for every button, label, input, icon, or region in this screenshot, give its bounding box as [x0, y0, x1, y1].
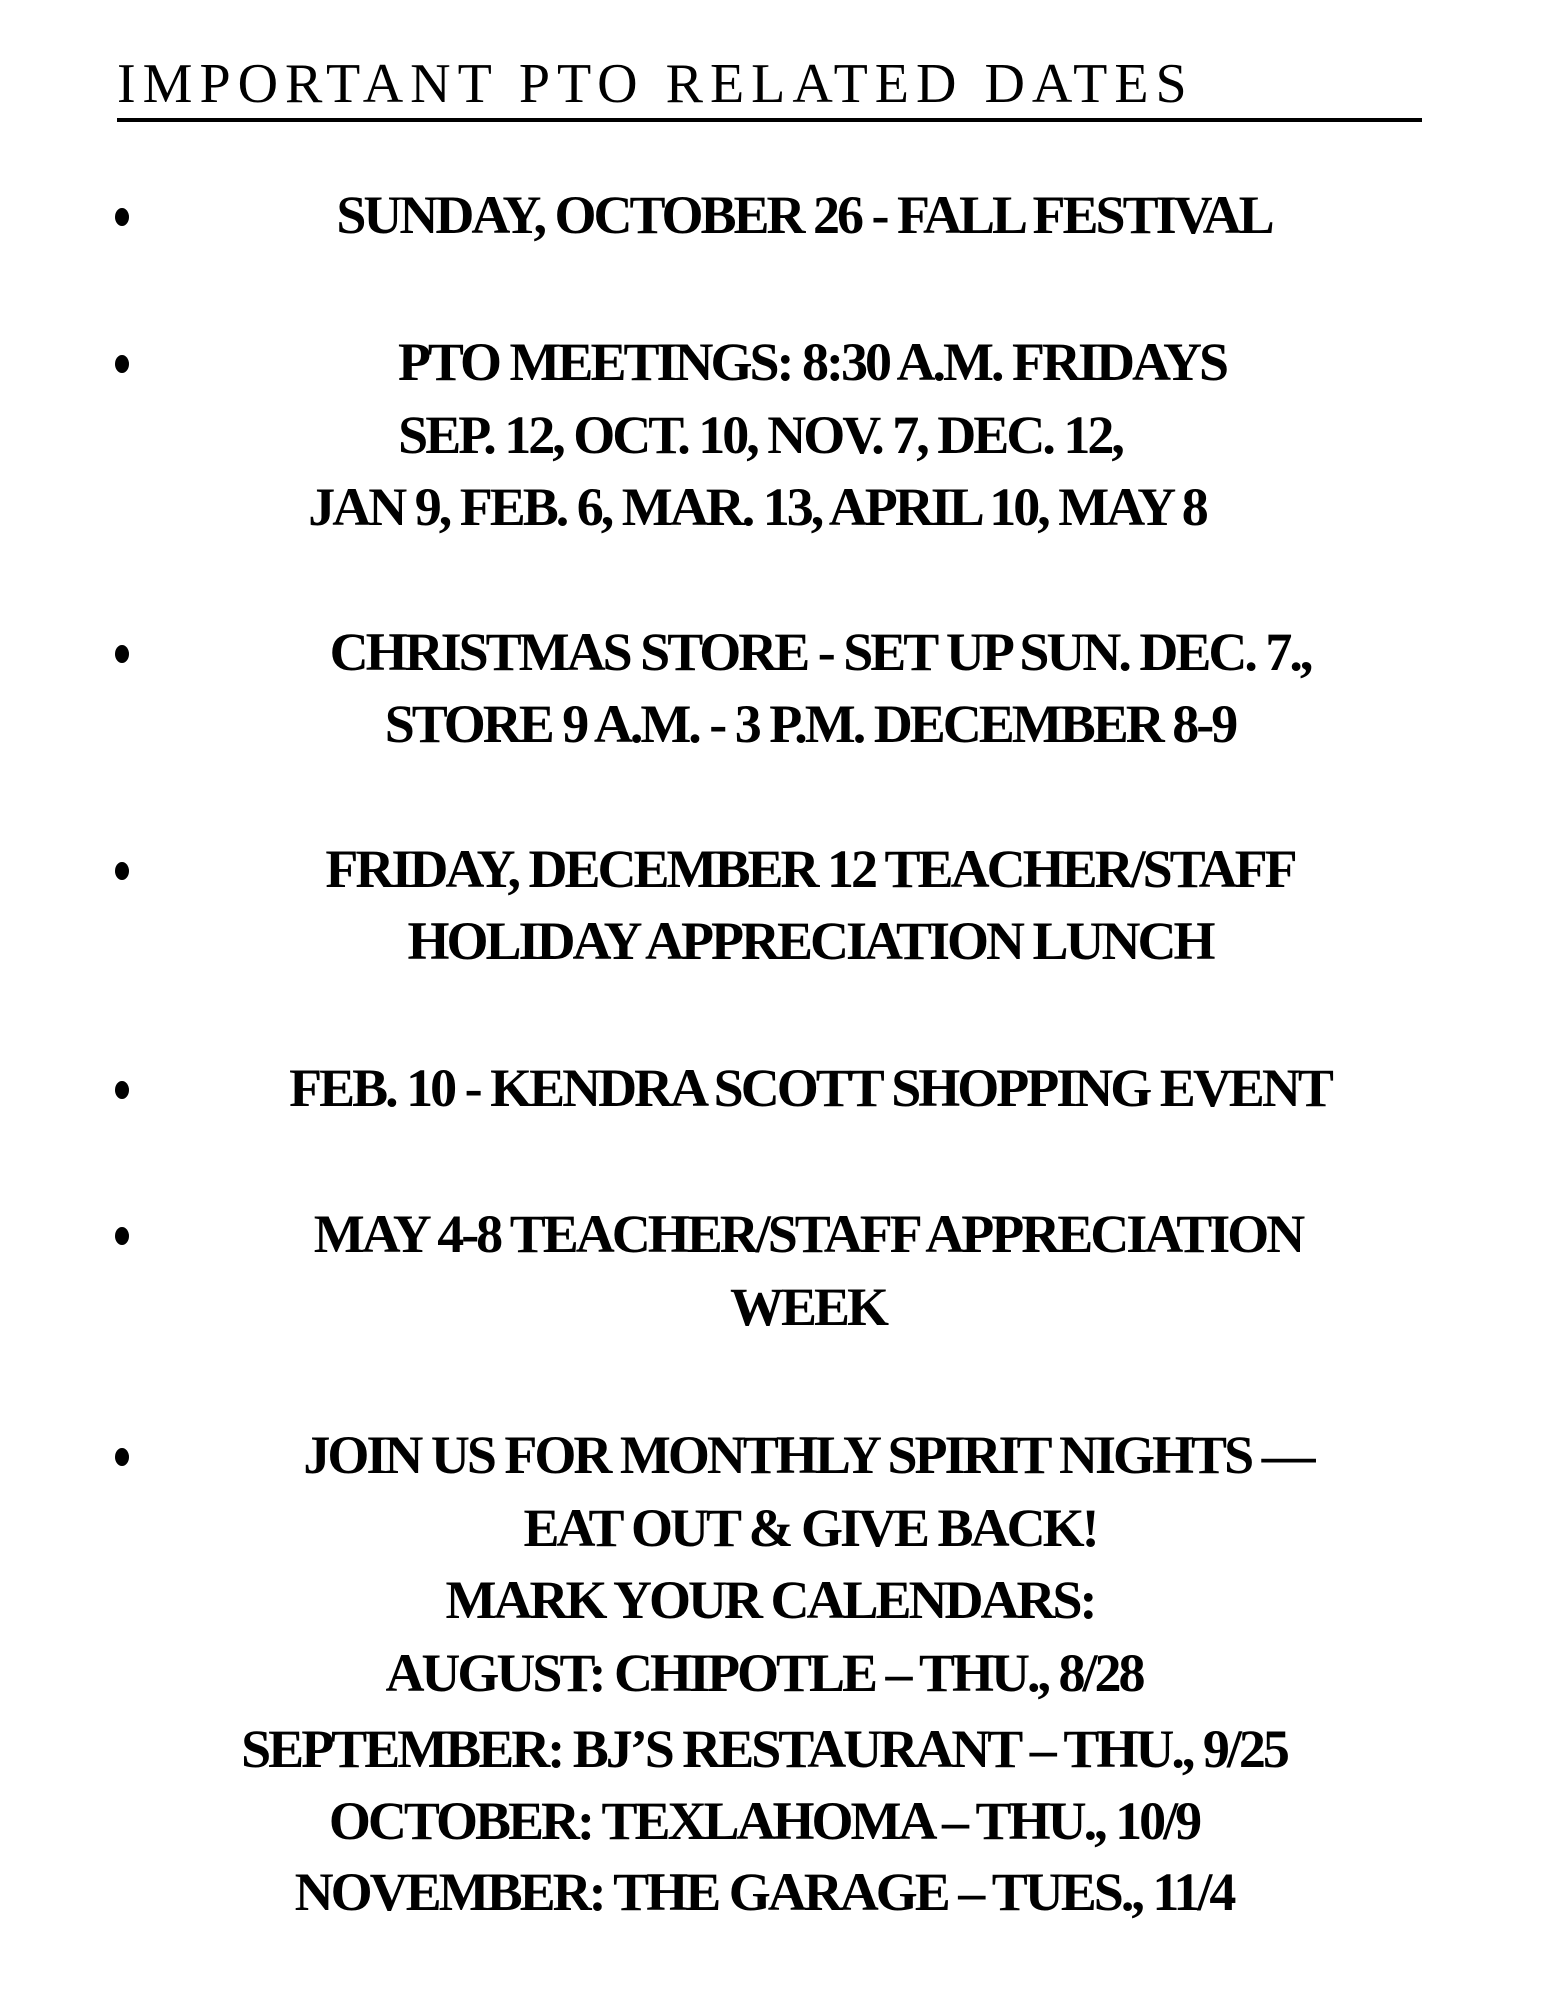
bullet-icon	[115, 645, 129, 663]
item-line: HOLIDAY APPRECIATION LUNCH	[407, 911, 1213, 971]
item-line: SUNDAY, OCTOBER 26 - FALL FESTIVAL	[336, 185, 1272, 245]
item-line: JOIN US FOR MONTHLY SPIRIT NIGHTS —	[303, 1425, 1313, 1485]
item-line: STORE 9 A.M. - 3 P.M. DECEMBER 8-9	[384, 694, 1236, 754]
item-line: FEB. 10 - KENDRA SCOTT SHOPPING EVENT	[289, 1058, 1331, 1118]
item-line: PTO MEETINGS: 8:30 A.M. FRIDAYS	[397, 332, 1227, 392]
item-line: FRIDAY, DECEMBER 12 TEACHER/STAFF	[325, 839, 1295, 899]
item-line: MARK YOUR CALENDARS:	[445, 1570, 1095, 1630]
bullet-icon	[115, 1448, 129, 1466]
item-line: SEPTEMBER: BJ’S RESTAURANT – THU., 9/25	[241, 1719, 1287, 1779]
bullet-icon	[115, 1081, 129, 1099]
item-line: EAT OUT & GIVE BACK!	[523, 1498, 1097, 1558]
item-line: MAY 4-8 TEACHER/STAFF APPRECIATION	[313, 1204, 1303, 1264]
item-line: AUGUST: CHIPOTLE – THU., 8/28	[385, 1643, 1143, 1703]
bullet-icon	[115, 862, 129, 880]
bullet-icon	[115, 1227, 129, 1245]
item-line: SEP. 12, OCT. 10, NOV. 7, DEC. 12,	[398, 405, 1122, 465]
bullet-icon	[115, 355, 129, 373]
item-line: WEEK	[729, 1277, 887, 1337]
item-line: CHRISTMAS STORE - SET UP SUN. DEC. 7.,	[329, 622, 1311, 682]
page-title: IMPORTANT PTO RELATED DATES	[117, 52, 1422, 122]
bullet-icon	[115, 208, 129, 226]
item-line: NOVEMBER: THE GARAGE – TUES., 11/4	[294, 1862, 1234, 1922]
item-line: JAN 9, FEB. 6, MAR. 13, APRIL 10, MAY 8	[308, 477, 1206, 537]
item-line: OCTOBER: TEXLAHOMA – THU., 10/9	[328, 1791, 1200, 1851]
